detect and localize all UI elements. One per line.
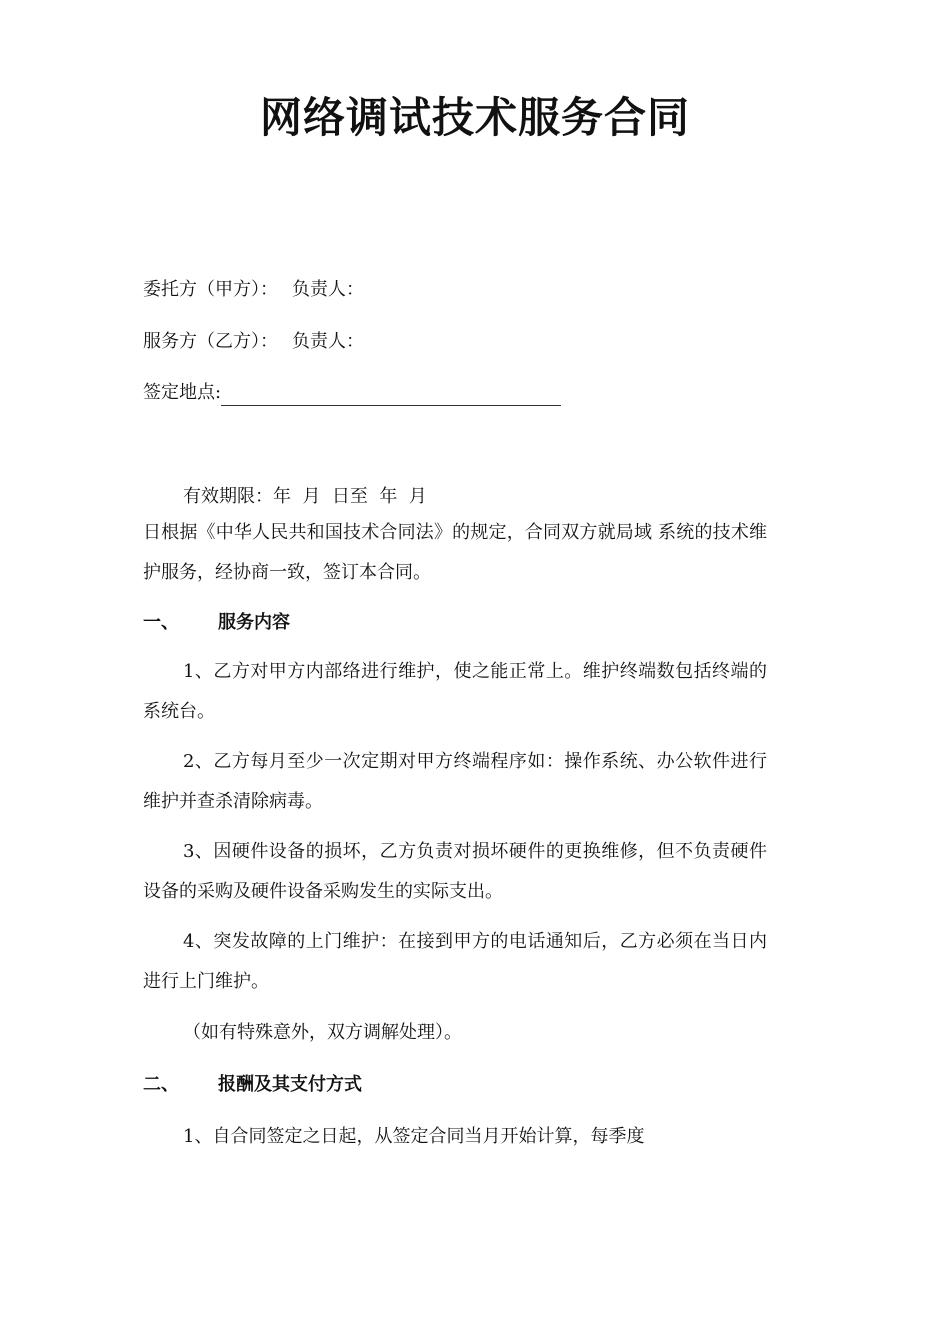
party-a-rep-label: 负责人： xyxy=(292,279,364,300)
section2-heading xyxy=(143,1072,362,1098)
section2-title: 报酬及其支付方式 xyxy=(218,1074,362,1095)
location-label: 签定地点: xyxy=(143,382,222,403)
validity-line: 有效期限：年 月 日至 年 月 xyxy=(183,486,427,507)
party-a-label: 委托方（甲方）： xyxy=(143,279,278,300)
section1-note: （如有特殊意外，双方调解处理）。 xyxy=(183,1022,462,1043)
section1-number: 一、 xyxy=(143,612,179,633)
section1-item-1: 1、乙方对甲方内部络进行维护，使之能正常上。维护终端数包括终端的系统台。 xyxy=(143,661,767,722)
party-b-rep-label: 负责人： xyxy=(292,331,364,352)
location-blank xyxy=(221,385,561,406)
section1-item-4: 4、突发故障的上门维护：在接到甲方的电话通知后，乙方必须在当日内进行上门维护。 xyxy=(143,931,767,992)
section2-number: 二、 xyxy=(143,1074,179,1095)
location-line xyxy=(143,380,561,406)
section1-heading xyxy=(143,610,290,636)
section1-item-2: 2、乙方每月至少一次定期对甲方终端程序如：操作系统、办公软件进行维护并查杀清除病毒。 xyxy=(143,751,767,812)
party-a-line xyxy=(143,277,364,303)
section2-item-1: 1、自合同签定之日起，从签定合同当月开始计算，每季度 xyxy=(183,1126,645,1147)
document-title: 网络调试技术服务合同 xyxy=(259,93,690,142)
party-b-label: 服务方（乙方）： xyxy=(143,331,278,352)
party-b-line xyxy=(143,329,364,355)
section1-title: 服务内容 xyxy=(218,612,290,633)
intro-paragraph: 日根据《中华人民共和国技术合同法》的规定，合同双方就局域 系统的技术维护服务，经协商一致，签订本合同。 xyxy=(143,522,767,583)
section1-item-3: 3、因硬件设备的损坏，乙方负责对损坏硬件的更换维修，但不负责硬件设备的采购及硬件设备采购发生的实际支出。 xyxy=(143,841,767,902)
